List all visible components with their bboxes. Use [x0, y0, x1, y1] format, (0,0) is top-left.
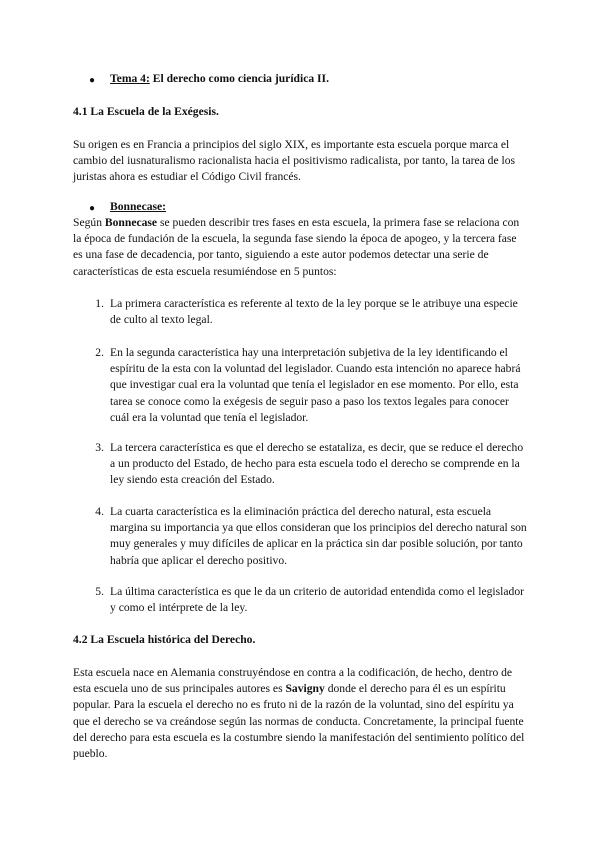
list-item: La última característica es que le da un criterio de autoridad entendida como el legislador y como el intérprete de la ley.: [110, 585, 524, 615]
tema-title: El derecho como ciencia jurídica II.: [149, 72, 329, 85]
bonnecase-heading: Bonnecase:: [110, 200, 167, 213]
bonnecase-name: Bonnecase: [104, 216, 158, 229]
bullet-icon: ●: [89, 75, 96, 86]
list-item: La tercera característica es que el derecho se estataliza, es decir, que se reduce el derecho a un producto del Estado, de hecho para esta escuela todo el derecho se comprende en la ley siendo esta creación del Estado.: [110, 441, 524, 487]
bonnecase-paragraph: Según Bonnecase se pueden describir tres fases en esta escuela, la primera fase se relaciona con la época de fundación de la escuela, la segunda fase siendo la época de apogeo, y la tercera fase es una fase de decadencia, por tanto, siguiendo a este autor podemos detectar una serie de características de esta escuela resumiéndose en 5 puntos:: [73, 216, 520, 278]
list-item-number: 1.: [95, 297, 104, 310]
list-item-number: 5.: [95, 585, 104, 598]
list-item-number: 2.: [95, 346, 104, 359]
section2-heading: 4.2 La Escuela histórica del Derecho.: [73, 633, 256, 646]
section1-intro: Su origen es en Francia a principios del siglo XIX, es importante esta escuela porque marca el cambio del iusnaturalismo racionalista hacia el positivismo radicalista, por tanto, la tarea de los juristas ahora es estudiar el Código Civil francés.: [73, 138, 516, 184]
tema-label: Tema 4:: [110, 72, 150, 85]
savigny-name: Savigny: [285, 682, 325, 696]
tema-heading: [110, 71, 530, 87]
list-item-number: 3.: [95, 441, 104, 454]
list-item: En la segunda característica hay una interpretación subjetiva de la ley identificando el espíritu de la esta con la voluntad del legislador. Cuando esta intención no aparece habrá que investigar cual era la voluntad que tenía el legislador en ese momento. Por ello, esta tarea se conoce como la exégesis de seguir paso a paso los textos legales para conocer cuál era la voluntad que tenía el legislador.: [110, 346, 521, 424]
list-item: La primera característica es referente al texto de la ley porque se le atribuye una especie de culto al texto legal.: [110, 297, 518, 327]
section2-paragraph: Esta escuela nace en Alemania construyéndose en contra a la codificación, de hecho, dentro de esta escuela uno de sus principales autores es Savigny donde el derecho para él es un espíritu popular. Para la escuela el derecho no es fruto ni de la razón de la voluntad, sino del espíritu ya que el derecho se va creándose según las normas de conducta. Concretamente, la principal fuente del derecho para esta escuela es la costumbre siendo la manifestación del sentimiento político del pueblo.: [73, 666, 525, 761]
list-item: La cuarta característica es la eliminación práctica del derecho natural, esta escuela margina su importancia ya que ellos consideran que los principios del derecho natural son muy generales y muy difíciles de aplicar en la práctica sin dar posible solución, por tanto habría que aplicar el derecho positivo.: [110, 505, 527, 567]
list-item-number: 4.: [95, 505, 104, 518]
section1-heading: 4.1 La Escuela de la Exégesis.: [73, 105, 219, 118]
bullet-icon: ●: [89, 203, 96, 214]
